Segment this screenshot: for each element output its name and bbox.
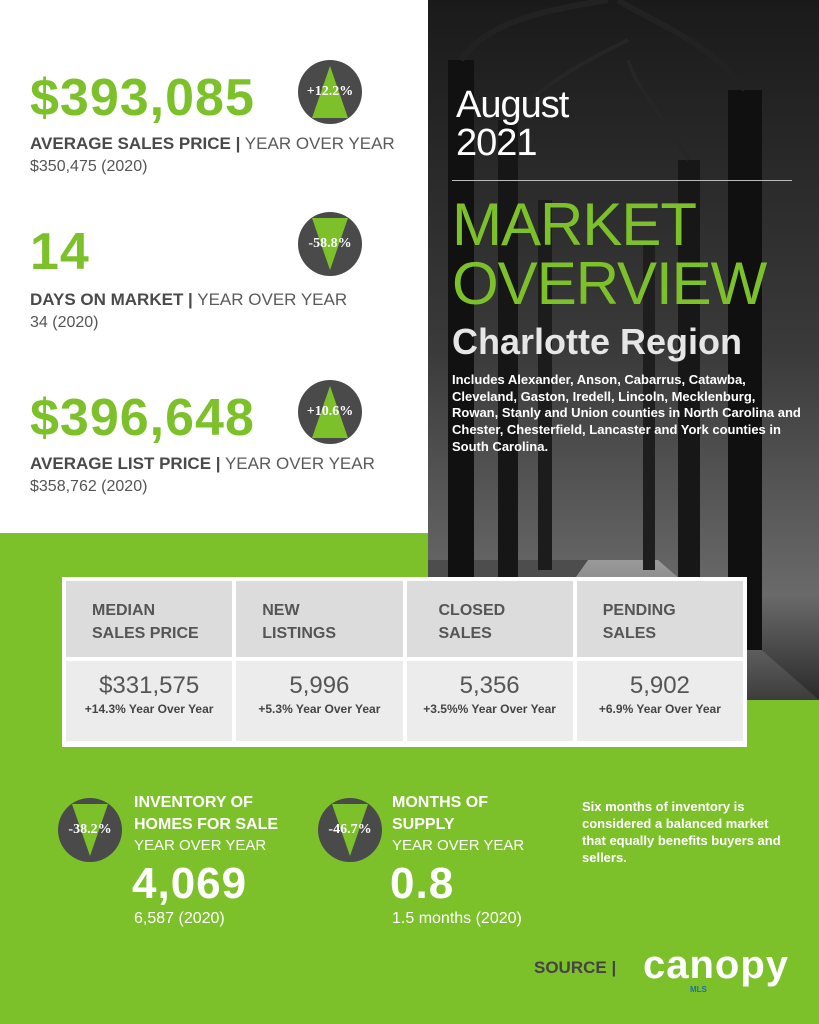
average-list-price-change-badge bbox=[298, 380, 362, 444]
source-label: SOURCE | bbox=[534, 958, 617, 977]
average-sales-price-change-badge bbox=[298, 60, 362, 124]
table-value-cell bbox=[407, 661, 573, 741]
average-sales-price-change: +12.2% bbox=[306, 84, 354, 99]
table-value: $331,575 bbox=[99, 672, 200, 699]
inventory-note: Six months of inventory is considered a balanced market that equally benefits buyers and sellers. bbox=[582, 799, 781, 865]
days-on-market-label-bold: DAYS ON MARKET | bbox=[30, 290, 193, 309]
table-change: +3.5%% Year Over Year bbox=[423, 702, 556, 717]
title-line-1: MARKET bbox=[452, 191, 697, 258]
header-line-2: SALES bbox=[438, 625, 492, 643]
supply-title bbox=[392, 792, 488, 836]
supply-subtitle: YEAR OVER YEAR bbox=[392, 837, 525, 854]
table-change: +5.3% Year Over Year bbox=[258, 702, 381, 717]
supply-change-badge bbox=[318, 798, 382, 862]
average-sales-price-prior: $350,475 (2020) bbox=[30, 158, 148, 175]
supply-title-line-2: SUPPLY bbox=[392, 816, 455, 834]
inventory-title-line-1: INVENTORY OF bbox=[134, 794, 253, 811]
table-value: 5,996 bbox=[289, 672, 350, 699]
region-name: Charlotte Region bbox=[452, 321, 743, 362]
average-sales-price-label-thin: YEAR OVER YEAR bbox=[244, 134, 395, 153]
table-change: +14.3% Year Over Year bbox=[84, 702, 214, 717]
average-sales-price-value: $393,085 bbox=[30, 69, 255, 127]
canopy-logo: canopy bbox=[643, 943, 790, 987]
supply-prior: 1.5 months (2020) bbox=[392, 910, 522, 927]
inventory-value: 4,069 bbox=[132, 859, 248, 908]
table-header-cell bbox=[577, 581, 743, 657]
inventory-prior: 6,587 (2020) bbox=[134, 910, 225, 927]
table-value-cell bbox=[66, 661, 232, 741]
average-sales-price-label-bold: AVERAGE SALES PRICE | bbox=[30, 134, 241, 153]
report-month: August bbox=[456, 84, 569, 126]
average-list-price-label-bold: AVERAGE LIST PRICE | bbox=[30, 454, 221, 473]
table-header-cell bbox=[236, 581, 402, 657]
days-on-market-change-badge bbox=[298, 212, 362, 276]
report-year: 2021 bbox=[456, 122, 537, 164]
table-value: 5,902 bbox=[629, 672, 690, 699]
inventory-title bbox=[134, 792, 278, 836]
table-header-cell bbox=[407, 581, 573, 657]
page-title bbox=[452, 191, 767, 317]
header-line-2: SALES bbox=[602, 625, 657, 643]
days-on-market-label bbox=[30, 290, 347, 310]
inventory-change-badge bbox=[58, 798, 122, 862]
header-line-2: LISTINGS bbox=[262, 625, 337, 643]
inventory-change: -38.2% bbox=[68, 822, 112, 837]
region-description: Includes Alexander, Anson, Cabarrus, Catawba, Cleveland, Gaston, Iredell, Lincoln, Mecklenburg, Rowan, Stanly and Union counties in North Carolina and Chester, Chesterfield, Lancaster and York counties in South Carolina. bbox=[452, 372, 801, 454]
days-on-market-prior: 34 (2020) bbox=[30, 314, 99, 331]
supply-title-line-1: MONTHS OF bbox=[392, 794, 488, 811]
table-value-cell bbox=[577, 661, 743, 741]
header-line-2: SALES PRICE bbox=[92, 625, 199, 643]
average-list-price-label-thin: YEAR OVER YEAR bbox=[224, 454, 375, 473]
inventory-subtitle: YEAR OVER YEAR bbox=[134, 837, 267, 854]
table-change: +6.9% Year Over Year bbox=[598, 702, 721, 717]
header-line-1: MEDIAN bbox=[92, 602, 156, 619]
average-list-price-label bbox=[30, 454, 375, 474]
header-line-1: NEW bbox=[262, 602, 300, 619]
average-list-price-value: $396,648 bbox=[30, 389, 255, 447]
days-on-market-label-thin: YEAR OVER YEAR bbox=[197, 290, 348, 309]
canopy-logo-sub: MLS bbox=[690, 985, 707, 994]
average-list-price-prior: $358,762 (2020) bbox=[30, 478, 148, 495]
title-line-2: OVERVIEW bbox=[452, 249, 767, 317]
table-header-cell bbox=[66, 581, 232, 657]
average-list-price-change: +10.6% bbox=[306, 404, 354, 419]
report-date bbox=[456, 86, 568, 162]
table-value-cell bbox=[236, 661, 402, 741]
average-sales-price-label bbox=[30, 134, 395, 154]
inventory-title-line-2: HOMES FOR SALE bbox=[134, 816, 279, 834]
header-line-1: CLOSED bbox=[438, 602, 506, 619]
days-on-market-value: 14 bbox=[30, 223, 90, 281]
supply-value: 0.8 bbox=[390, 859, 455, 908]
days-on-market-change: -58.8% bbox=[308, 236, 352, 251]
header-line-1: PENDING bbox=[602, 602, 676, 619]
table-value: 5,356 bbox=[459, 672, 520, 699]
divider bbox=[452, 180, 792, 181]
supply-change: -46.7% bbox=[328, 822, 372, 837]
market-summary-table bbox=[62, 577, 747, 747]
